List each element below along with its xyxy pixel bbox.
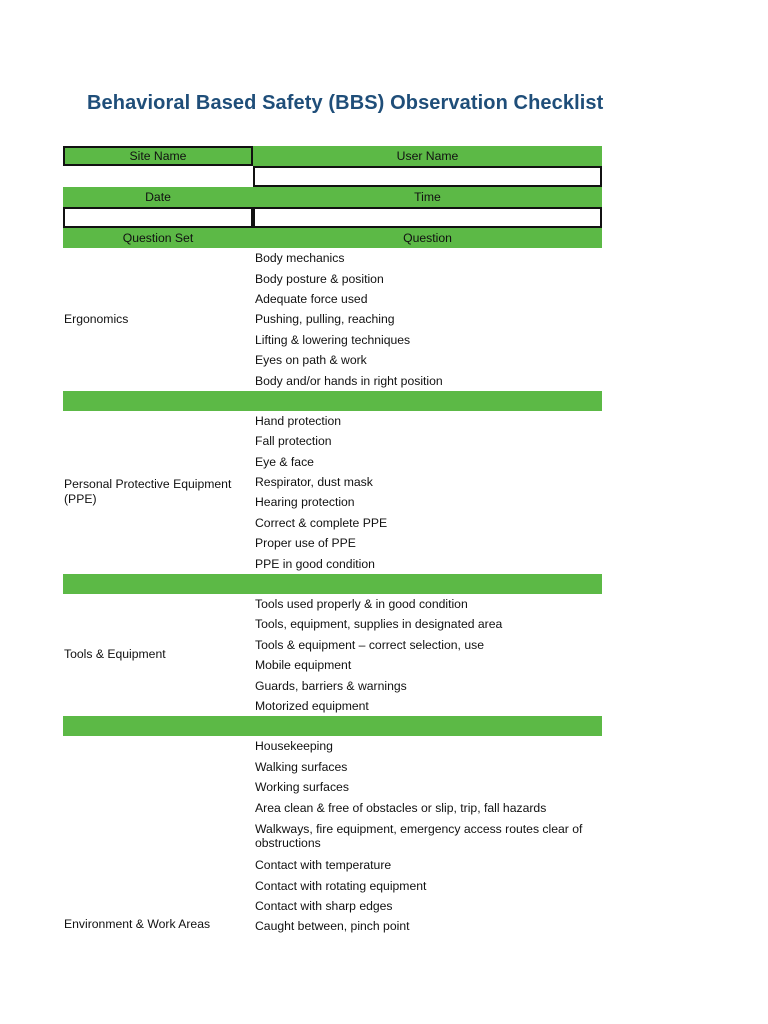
question-item: Motorized equipment (255, 699, 369, 713)
question-group-tools-equipment (63, 594, 602, 716)
question-item: Tools used properly & in good condition (255, 597, 468, 612)
question-item: Mobile equipment (255, 658, 352, 673)
user-name-label: User Name (396, 148, 459, 163)
question-item: Contact with temperature (255, 858, 392, 873)
question-item: Lifting & lowering techniques (255, 332, 411, 347)
site-name-field[interactable] (63, 166, 253, 187)
section-divider (63, 391, 602, 411)
question-set-name: Tools & Equipment (64, 647, 166, 662)
question-item: Walking surfaces (255, 759, 348, 774)
time-field[interactable] (253, 207, 602, 228)
question-item: Walkways, fire equipment, emergency access routes clear of obstructions (255, 821, 583, 851)
question-item: Body and/or hands in right position (255, 373, 443, 388)
question-set-name: Environment & Work Areas (64, 917, 211, 932)
date-time-input-row (63, 207, 602, 228)
user-name-field[interactable] (253, 166, 602, 187)
section-divider (63, 716, 602, 736)
question-item: Proper use of PPE (255, 536, 356, 551)
question-item: Adequate force used (255, 291, 368, 306)
question-group-ergonomics (63, 248, 602, 391)
question-list (253, 411, 602, 574)
question-item: Working surfaces (255, 780, 349, 795)
question-item: Body posture & position (255, 271, 384, 286)
question-item: Eye & face (255, 454, 314, 469)
question-item: Hand protection (255, 413, 342, 428)
question-item: Area clean & free of obstacles or slip, trip, fall hazards (255, 800, 547, 815)
section-divider (63, 574, 602, 594)
question-item: Body mechanics (255, 251, 345, 266)
site-user-input-row (63, 166, 602, 187)
question-item: Correct & complete PPE (255, 515, 388, 530)
question-item: Tools, equipment, supplies in designated area (255, 617, 503, 632)
question-item: Tools & equipment – correct selection, use (255, 637, 484, 652)
question-label: Question (403, 230, 452, 245)
question-set-name: Personal Protective Equipment (PPE) (64, 477, 232, 507)
question-header-row (63, 228, 602, 248)
checklist-table (63, 146, 602, 937)
question-item: Respirator, dust mask (255, 475, 373, 490)
question-item: PPE in good condition (255, 556, 375, 571)
site-user-header-row (63, 146, 602, 166)
question-group-environment-work-areas (63, 736, 602, 936)
site-name-label: Site Name (63, 146, 253, 166)
page-title: Behavioral Based Safety (BBS) Observation Checklist (87, 92, 604, 114)
date-field[interactable] (63, 207, 253, 228)
question-item: Hearing protection (255, 495, 355, 510)
question-item: Fall protection (255, 434, 332, 449)
question-item: Caught between, pinch point (255, 919, 410, 934)
question-list (253, 736, 602, 936)
question-set-label: Question Set (122, 230, 194, 245)
question-list (253, 248, 602, 391)
date-label: Date (145, 189, 171, 204)
time-label: Time (414, 189, 441, 204)
question-group-ppe (63, 411, 602, 574)
question-item: Eyes on path & work (255, 353, 367, 368)
question-item: Housekeeping (255, 739, 333, 754)
question-set-name: Ergonomics (64, 311, 129, 326)
question-item: Pushing, pulling, reaching (255, 312, 395, 327)
question-item: Guards, barriers & warnings (255, 678, 407, 693)
question-item: Contact with sharp edges (255, 899, 393, 914)
date-time-header-row (63, 187, 602, 207)
question-item: Contact with rotating equipment (255, 878, 427, 893)
question-list (253, 594, 602, 716)
